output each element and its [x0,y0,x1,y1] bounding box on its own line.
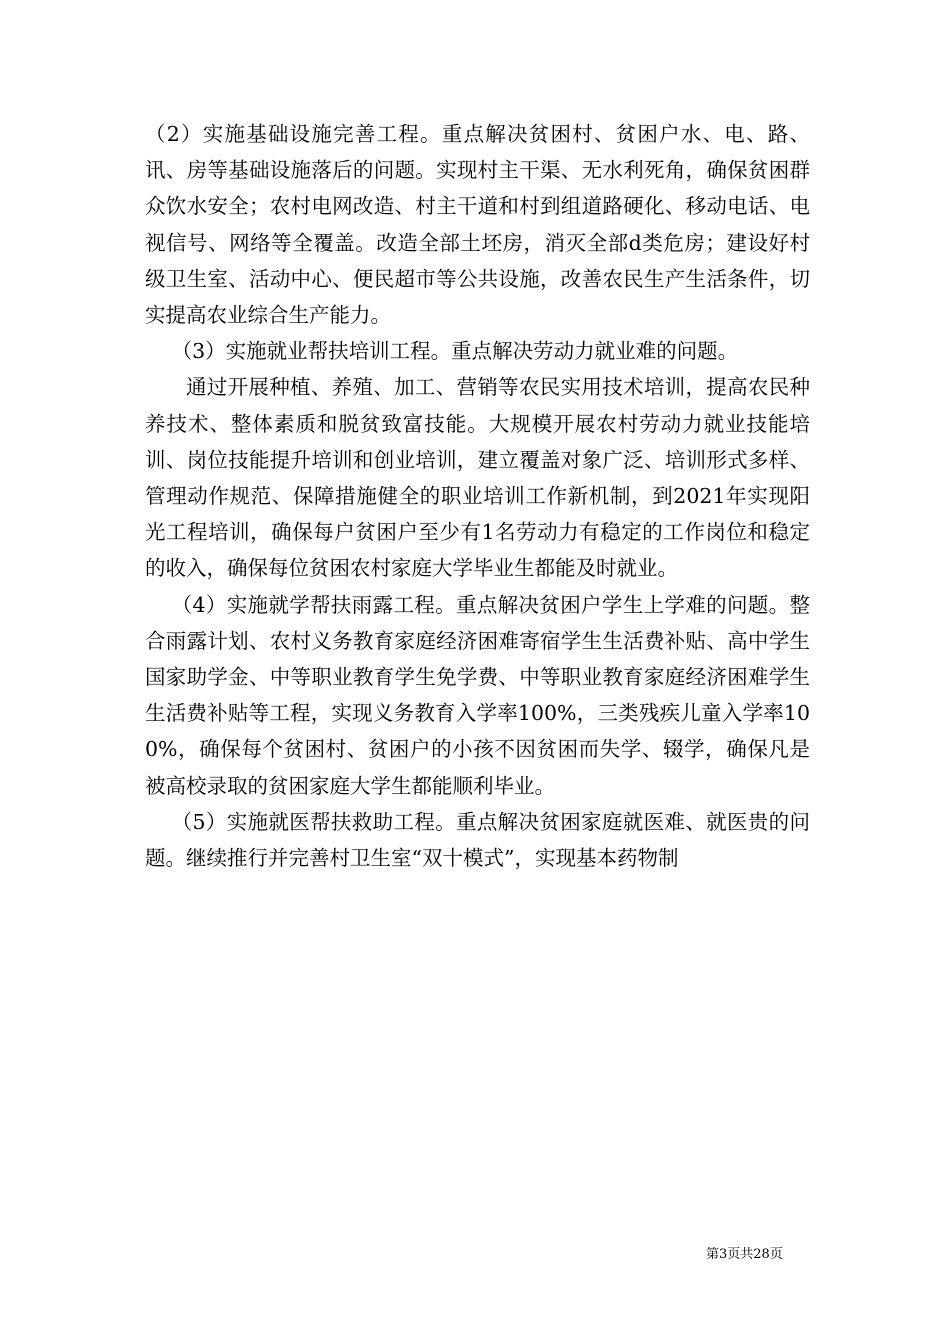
paragraph-education-aid: （4）实施就学帮扶雨露工程。重点解决贫困户学生上学难的问题。整合雨露计划、农村义务教育家庭经济困难寄宿学生生活费补贴、高中学生国家助学金、中等职业教育学生免学费、中等职业教育家庭经济困难学生生活费补贴等工程，实现义务教育入学率100%，三类残疾儿童入学率100%，确保每个贫困村、贫困户的小孩不因贫困而失学、辍学，确保凡是被高校录取的贫困家庭大学生都能顺利毕业。 [145,592,810,798]
page-number-footer: 第3页共28页 [706,1247,783,1262]
paragraph-employment-heading: （3）实施就业帮扶培训工程。重点解决劳动力就业难的问题。 [171,339,739,364]
paragraph-infrastructure: （2）实施基础设施完善工程。重点解决贫困村、贫困户水、电、路、讯、房等基础设施落后的问题。实现村主干渠、无水利死角，确保贫困群众饮水安全；农村电网改造、村主干道和村到组道路硬化、移动电话、电视信号、网络等全覆盖。改造全部土坯房，消灭全部d类危房；建设好村级卫生室、活动中心、便民超市等公共设施，改善农民生产生活条件，切实提高农业综合生产能力。 [145,122,810,328]
document-body [145,116,810,876]
paragraph-medical-aid: （5）实施就医帮扶救助工程。重点解决贫困家庭就医难、就医贵的问题。继续推行并完善村卫生室“双十模式”，实现基本药物制 [145,809,810,871]
paragraph-employment-training: 通过开展种植、养殖、加工、营销等农民实用技术培训，提高农民种养技术、整体素质和脱贫致富技能。大规模开展农村劳动力就业技能培训、岗位技能提升培训和创业培训，建立覆盖对象广泛、培训形式多样、管理动作规范、保障措施健全的职业培训工作新机制，到2021年实现阳光工程培训，确保每户贫困户至少有1名劳动力有稳定的工作岗位和稳定的收入，确保每位贫困农村家庭大学毕业生都能及时就业。 [145,375,810,581]
